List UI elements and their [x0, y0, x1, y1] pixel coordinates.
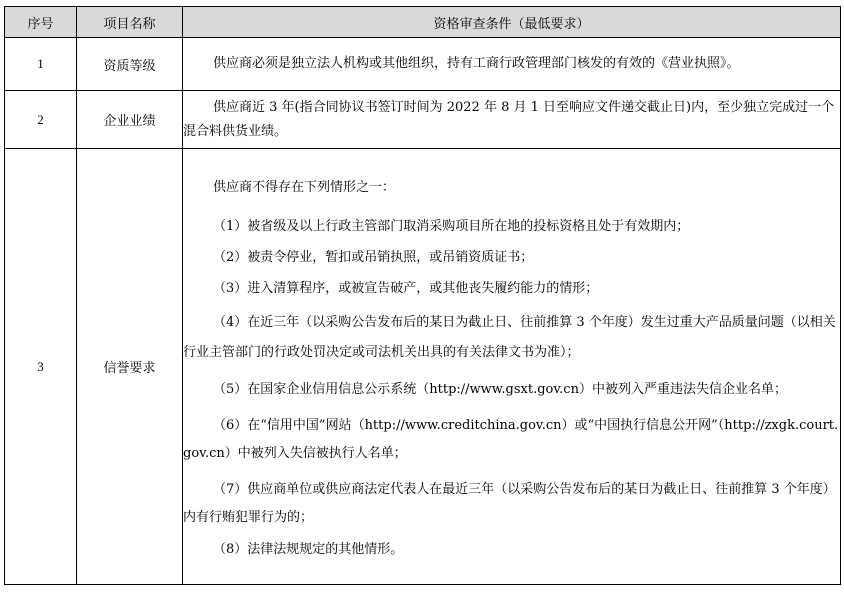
header-no: 序号	[5, 7, 77, 38]
row-item: 资质等级	[77, 38, 183, 91]
row-item: 企业业绩	[77, 91, 183, 149]
condition-text: 供应商必须是独立法人机构或其他组织，持有工商行政管理部门核发的有效的《营业执照》。	[213, 56, 740, 71]
condition-item-6: （6）在“信用中国”网站（http://www.creditchina.gov.cn）或“中国执行信息公开网”（http://zxgk.court.gov.cn）中被列入失信被执行人名单；	[183, 418, 839, 461]
condition-item-2: （2）被责令停业，暂扣或吊销执照，或吊销资质证书；	[213, 250, 534, 265]
row-no: 1	[5, 38, 77, 91]
header-row	[5, 7, 841, 38]
header-condition: 资格审查条件（最低要求）	[183, 7, 841, 38]
condition-item-1: （1）被省级及以上行政主管部门取消采购项目所在地的投标资格且处于有效期内；	[213, 219, 690, 234]
condition-item-5: （5）在国家企业信用信息公示系统（http://www.gsxt.gov.cn）中被列入严重违法失信企业名单；	[213, 382, 787, 397]
table-row	[5, 38, 841, 91]
row-condition	[183, 149, 841, 585]
condition-intro: 供应商不得存在下列情形之一：	[213, 180, 396, 195]
condition-item-4: （4）在近三年（以采购公告发布后的某日为截止日、往前推算 3 个年度）发生过重大产品质量问题（以相关行业主管部门的行政处罚决定或司法机关出具的有关法律文书为准）；	[183, 315, 836, 360]
row-no: 2	[5, 91, 77, 149]
table-row	[5, 91, 841, 149]
condition-item-8: （8）法律法规规定的其他情形。	[213, 542, 404, 557]
row-condition	[183, 91, 841, 149]
row-no: 3	[5, 149, 77, 585]
condition-item-7: （7）供应商单位或供应商法定代表人在最近三年（以采购公告发布后的某日为截止日、往前推算 3 个年度）内有行贿犯罪行为的；	[183, 482, 836, 525]
header-item: 项目名称	[77, 7, 183, 38]
qualification-table	[4, 6, 841, 585]
row-item: 信誉要求	[77, 149, 183, 585]
row-condition	[183, 38, 841, 91]
table-row	[5, 149, 841, 585]
condition-text: 供应商近 3 年(指合同协议书签订时间为 2022 年 8 月 1 日至响应文件递交截止日)内，至少独立完成过一个混合料供货业绩。	[183, 99, 835, 139]
condition-item-3: （3）进入清算程序，或被宣告破产，或其他丧失履约能力的情形；	[213, 281, 599, 296]
